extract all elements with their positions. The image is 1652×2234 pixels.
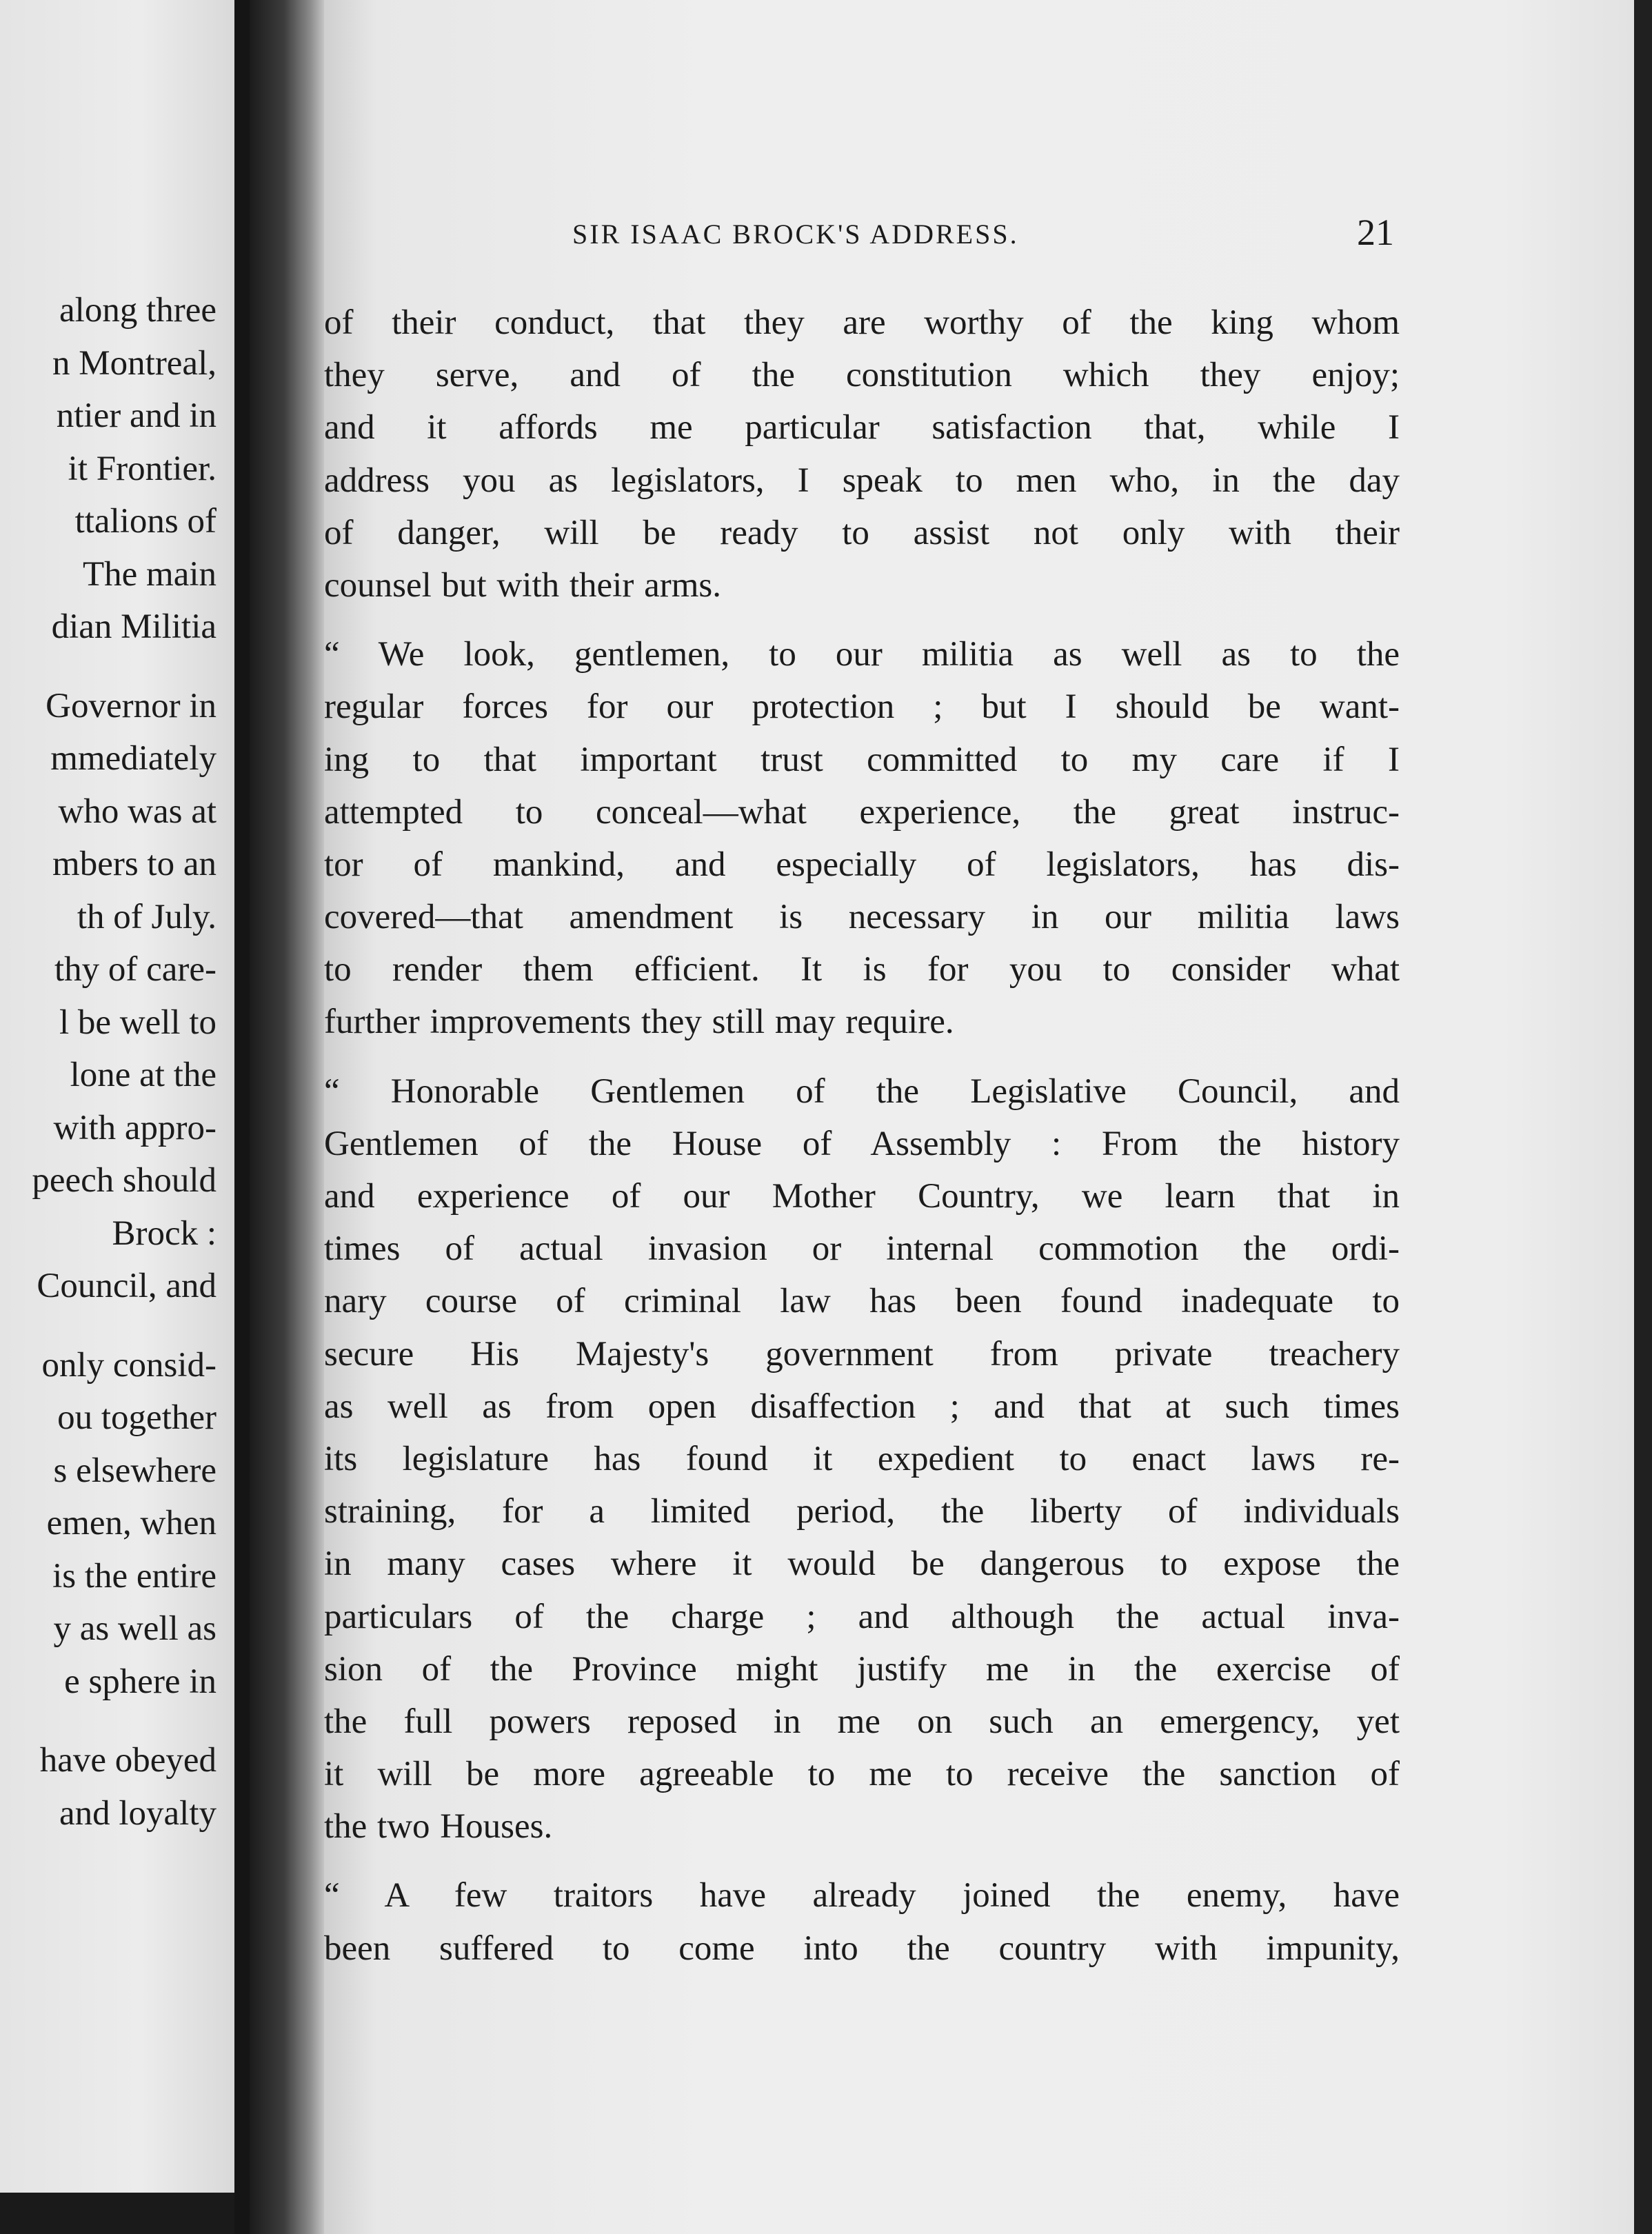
paragraph — [324, 628, 1400, 1049]
text-line: Gentlemen of the House of Assembly : From the history — [324, 1124, 1400, 1163]
left-line: Governor in — [46, 686, 216, 725]
text-line: “ We look, gentlemen, to our militia as well as to the — [324, 635, 1400, 674]
left-paragraph-gap — [32, 1313, 216, 1339]
left-line: emen, when — [46, 1504, 216, 1542]
text-line: the full powers reposed in me on such an emergency, yet — [324, 1702, 1400, 1741]
text-line: regular forces for our protection ; but I should be want- — [324, 687, 1400, 727]
text-line: and experience of our Mother Country, we learn that in — [324, 1177, 1400, 1216]
text-line: been suffered to come into the country with impunity, — [324, 1929, 1400, 1968]
text-line: of their conduct, that they are worthy of the king whom — [324, 303, 1400, 342]
left-line: it Frontier. — [68, 449, 216, 488]
left-facing-page — [0, 0, 234, 2193]
right-page-edge — [1634, 0, 1652, 2234]
text-line: ing to that important trust committed to my care if I — [324, 740, 1400, 779]
text-line: times of actual invasion or internal commotion the ordi- — [324, 1229, 1400, 1269]
left-line: who was at — [58, 792, 216, 831]
page-body — [324, 296, 1400, 1991]
text-line: to render them efficient. It is for you to consider what — [324, 950, 1400, 989]
text-line: its legislature has found it expedient to enact laws re- — [324, 1439, 1400, 1478]
text-line: and it affords me particular satisfaction that, while I — [324, 408, 1400, 447]
running-title: SIR ISAAC BROCK'S ADDRESS. — [572, 219, 1019, 250]
text-line: it will be more agreeable to me to receive the sanction of — [324, 1755, 1400, 1794]
left-line: along three — [59, 291, 216, 330]
text-line: of danger, will be ready to assist not only with their — [324, 513, 1400, 552]
left-paragraph-gap — [32, 1708, 216, 1734]
text-line: straining, for a limited period, the liberty of individuals — [324, 1492, 1400, 1531]
left-line: s elsewhere — [53, 1451, 216, 1490]
left-line: dian Militia — [51, 607, 216, 646]
left-line: n Montreal, — [52, 343, 216, 383]
left-line: th of July. — [77, 897, 216, 936]
text-line: address you as legislators, I speak to men who, in the day — [324, 461, 1400, 500]
paragraph — [324, 296, 1400, 612]
left-line: ntier and in — [56, 396, 216, 435]
text-line: “ A few traitors have already joined the enemy, have — [324, 1876, 1400, 1915]
left-line: is the entire — [52, 1556, 216, 1596]
left-line: mbers to an — [52, 845, 216, 883]
paragraph — [324, 1869, 1400, 1974]
text-line: secure His Majesty's government from private treachery — [324, 1334, 1400, 1373]
left-line: and loyalty — [59, 1793, 216, 1833]
left-page-text — [32, 284, 216, 1840]
left-line: peech should — [32, 1161, 216, 1200]
left-line: lone at the — [70, 1056, 216, 1094]
left-line: with appro- — [53, 1108, 216, 1147]
paragraph — [324, 1065, 1400, 1853]
text-line: as well as from open disaffection ; and that at such times — [324, 1387, 1400, 1426]
text-line: “ Honorable Gentlemen of the Legislative Council, and — [324, 1071, 1400, 1111]
text-line: in many cases where it would be dangerous to expose the — [324, 1544, 1400, 1584]
left-line: The main — [82, 554, 216, 594]
left-line: mmediately — [50, 739, 216, 778]
left-line: thy of care- — [54, 950, 216, 989]
left-line: y as well as — [53, 1609, 216, 1648]
left-line: have obeyed — [39, 1741, 216, 1780]
page-number: 21 — [1357, 212, 1394, 253]
text-line: particulars of the charge ; and although the actual inva- — [324, 1597, 1400, 1636]
text-line: nary course of criminal law has been found inadequate to — [324, 1282, 1400, 1321]
text-line: the two Houses. — [324, 1807, 553, 1846]
left-line: ou together — [57, 1398, 216, 1437]
left-line: Brock : — [112, 1214, 216, 1253]
left-line: e sphere in — [64, 1662, 216, 1701]
left-line: ttalions of — [74, 502, 216, 541]
left-line: Council, and — [37, 1267, 216, 1305]
text-line: they serve, and of the constitution which they enjoy; — [324, 356, 1400, 395]
text-line: tor of mankind, and especially of legislators, has dis- — [324, 845, 1400, 884]
text-line: sion of the Province might justify me in the exercise of — [324, 1649, 1400, 1689]
text-line: counsel but with their arms. — [324, 565, 721, 605]
text-line: further improvements they still may require. — [324, 1003, 954, 1042]
left-line: l be well to — [59, 1003, 216, 1042]
text-line: covered—that amendment is necessary in our militia laws — [324, 898, 1400, 937]
left-line: only consid- — [41, 1345, 216, 1385]
text-line: attempted to conceal—what experience, the great instruc- — [324, 792, 1400, 832]
binding-edge — [234, 0, 250, 2234]
left-paragraph-gap — [32, 654, 216, 680]
